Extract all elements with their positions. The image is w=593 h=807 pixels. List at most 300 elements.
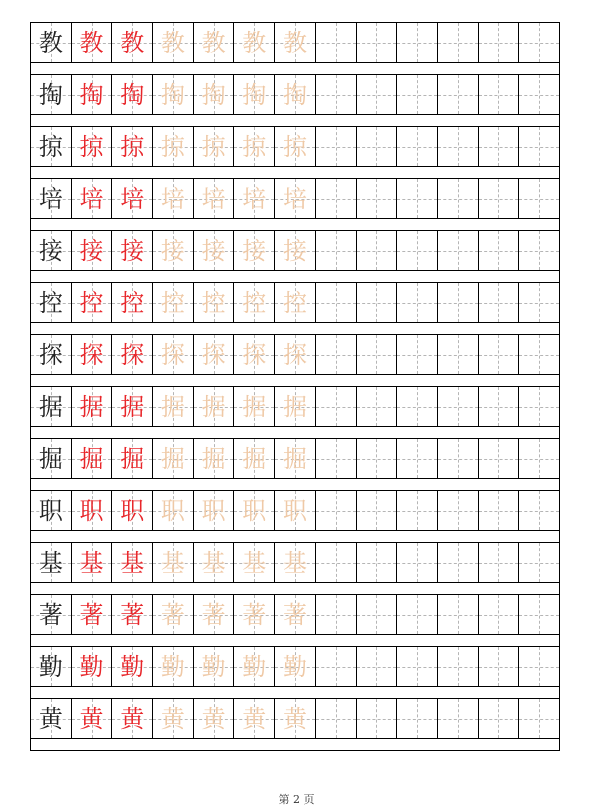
red-copy-cell [72,699,113,738]
empty-practice-cell [438,439,479,478]
empty-practice-cell [519,179,559,218]
empty-practice-cell [519,647,559,686]
trace-character: 掘 [201,444,226,473]
red-copy-cell [112,23,153,62]
red-copy-character: 控 [120,288,145,317]
trace-character-cell [194,439,235,478]
empty-practice-cell [479,179,520,218]
trace-character-cell [275,491,316,530]
practice-row [31,646,559,698]
trace-character: 控 [201,288,226,317]
empty-practice-cell [438,491,479,530]
empty-practice-cell [397,231,438,270]
red-copy-character: 接 [79,236,104,265]
trace-character: 控 [242,288,267,317]
trace-character-cell [194,335,235,374]
trace-character: 勤 [282,652,307,681]
red-copy-character: 勤 [120,652,145,681]
empty-practice-cell [438,75,479,114]
empty-practice-cell [479,75,520,114]
empty-practice-cell [316,283,357,322]
empty-practice-cell [519,75,559,114]
practice-row [31,438,559,490]
trace-character-cell [153,647,194,686]
practice-row [31,334,559,386]
red-copy-character: 控 [79,288,104,317]
trace-character-cell [275,179,316,218]
practice-row [31,126,559,178]
empty-practice-cell [438,335,479,374]
practice-row [31,74,559,126]
empty-practice-cell [397,335,438,374]
model-character-cell [31,75,72,114]
empty-practice-cell [519,231,559,270]
trace-character: 据 [282,392,307,421]
empty-practice-cell [357,439,398,478]
red-copy-character: 掏 [79,80,104,109]
trace-character-cell [234,231,275,270]
empty-practice-cell [519,387,559,426]
red-copy-character: 探 [79,340,104,369]
practice-row [31,230,559,282]
empty-practice-cell [479,699,520,738]
red-copy-cell [72,23,113,62]
trace-character-cell [275,699,316,738]
practice-grid [30,22,560,751]
red-copy-character: 培 [79,184,104,213]
red-copy-cell [72,283,113,322]
model-character-cell [31,543,72,582]
trace-character-cell [234,439,275,478]
red-copy-character: 黄 [120,704,145,733]
trace-character: 掠 [201,132,226,161]
trace-character-cell [234,283,275,322]
empty-practice-cell [479,127,520,166]
trace-character-cell [153,335,194,374]
trace-character-cell [275,595,316,634]
trace-character: 职 [201,496,226,525]
empty-practice-cell [316,23,357,62]
empty-practice-cell [316,127,357,166]
red-copy-character: 据 [120,392,145,421]
empty-practice-cell [519,283,559,322]
empty-practice-cell [438,283,479,322]
red-copy-cell [112,595,153,634]
empty-practice-cell [438,231,479,270]
trace-character-cell [153,231,194,270]
trace-character-cell [234,491,275,530]
empty-practice-cell [519,699,559,738]
red-copy-cell [112,491,153,530]
trace-character: 接 [201,236,226,265]
trace-character: 掘 [282,444,307,473]
model-character-cell [31,283,72,322]
trace-character: 著 [282,600,307,629]
empty-practice-cell [397,647,438,686]
trace-character: 培 [201,184,226,213]
empty-practice-cell [479,647,520,686]
trace-character: 据 [242,392,267,421]
empty-practice-cell [357,387,398,426]
red-copy-cell [112,699,153,738]
model-character: 教 [38,28,63,57]
red-copy-cell [72,75,113,114]
practice-row-cells [31,490,559,531]
red-copy-cell [72,387,113,426]
red-copy-cell [72,439,113,478]
trace-character-cell [275,543,316,582]
model-character: 勤 [38,652,63,681]
trace-character: 教 [282,28,307,57]
empty-practice-cell [316,335,357,374]
row-separator [31,375,559,386]
red-copy-character: 掠 [79,132,104,161]
empty-practice-cell [438,543,479,582]
empty-practice-cell [357,75,398,114]
trace-character: 掠 [282,132,307,161]
red-copy-cell [112,387,153,426]
trace-character-cell [234,543,275,582]
empty-practice-cell [397,543,438,582]
trace-character: 掏 [242,80,267,109]
trace-character: 探 [160,340,185,369]
empty-practice-cell [397,127,438,166]
trace-character-cell [234,699,275,738]
empty-practice-cell [397,387,438,426]
trace-character-cell [275,231,316,270]
trace-character: 培 [160,184,185,213]
trace-character: 著 [160,600,185,629]
trace-character: 接 [242,236,267,265]
trace-character-cell [153,75,194,114]
trace-character: 职 [242,496,267,525]
row-separator [31,219,559,230]
practice-row-cells [31,230,559,271]
model-character: 职 [38,496,63,525]
practice-row-cells [31,178,559,219]
model-character: 掏 [38,80,63,109]
practice-row [31,542,559,594]
red-copy-character: 培 [120,184,145,213]
red-copy-character: 探 [120,340,145,369]
trace-character-cell [275,283,316,322]
red-copy-cell [72,491,113,530]
practice-row [31,386,559,438]
trace-character-cell [234,127,275,166]
red-copy-character: 黄 [79,704,104,733]
trace-character: 黄 [282,704,307,733]
empty-practice-cell [316,439,357,478]
red-copy-character: 职 [79,496,104,525]
empty-practice-cell [397,595,438,634]
practice-row-cells [31,334,559,375]
red-copy-cell [112,231,153,270]
trace-character: 掘 [160,444,185,473]
empty-practice-cell [438,23,479,62]
trace-character-cell [194,595,235,634]
red-copy-cell [112,179,153,218]
empty-practice-cell [316,595,357,634]
practice-row-cells [31,282,559,323]
trace-character: 基 [160,548,185,577]
model-character-cell [31,595,72,634]
red-copy-cell [112,543,153,582]
red-copy-character: 勤 [79,652,104,681]
trace-character-cell [275,335,316,374]
empty-practice-cell [479,23,520,62]
red-copy-cell [112,75,153,114]
red-copy-character: 掏 [120,80,145,109]
empty-practice-cell [519,439,559,478]
practice-row-cells [31,386,559,427]
trace-character: 基 [201,548,226,577]
red-copy-character: 著 [120,600,145,629]
trace-character-cell [153,387,194,426]
empty-practice-cell [519,335,559,374]
empty-practice-cell [316,491,357,530]
trace-character: 探 [201,340,226,369]
red-copy-character: 职 [120,496,145,525]
red-copy-character: 掘 [79,444,104,473]
empty-practice-cell [357,283,398,322]
trace-character-cell [234,595,275,634]
empty-practice-cell [438,179,479,218]
trace-character: 勤 [242,652,267,681]
empty-practice-cell [316,231,357,270]
trace-character: 控 [282,288,307,317]
practice-row [31,490,559,542]
model-character: 黄 [38,704,63,733]
empty-practice-cell [519,595,559,634]
trace-character-cell [275,23,316,62]
trace-character: 勤 [201,652,226,681]
empty-practice-cell [479,595,520,634]
red-copy-character: 教 [79,28,104,57]
model-character: 控 [38,288,63,317]
empty-practice-cell [397,23,438,62]
trace-character-cell [153,439,194,478]
empty-practice-cell [438,699,479,738]
red-copy-cell [72,335,113,374]
trace-character-cell [275,387,316,426]
model-character-cell [31,127,72,166]
trace-character: 掏 [201,80,226,109]
trace-character: 职 [160,496,185,525]
trace-character-cell [234,387,275,426]
trace-character: 基 [242,548,267,577]
trace-character: 黄 [160,704,185,733]
trace-character: 著 [242,600,267,629]
trace-character: 掏 [160,80,185,109]
red-copy-character: 据 [79,392,104,421]
model-character: 据 [38,392,63,421]
red-copy-character: 著 [79,600,104,629]
trace-character-cell [194,491,235,530]
empty-practice-cell [357,543,398,582]
red-copy-cell [72,231,113,270]
trace-character-cell [194,75,235,114]
model-character: 掠 [38,132,63,161]
trace-character: 著 [201,600,226,629]
red-copy-cell [112,335,153,374]
trace-character-cell [194,543,235,582]
trace-character: 培 [282,184,307,213]
trace-character: 探 [282,340,307,369]
trace-character: 掏 [282,80,307,109]
trace-character-cell [275,127,316,166]
trace-character: 教 [201,28,226,57]
trace-character: 探 [242,340,267,369]
red-copy-character: 掠 [120,132,145,161]
red-copy-cell [72,647,113,686]
trace-character: 基 [282,548,307,577]
trace-character-cell [234,335,275,374]
trace-character: 掠 [160,132,185,161]
practice-row-cells [31,646,559,687]
row-separator [31,63,559,74]
row-separator [31,479,559,490]
trace-character: 据 [201,392,226,421]
trace-character: 掘 [242,444,267,473]
red-copy-cell [72,179,113,218]
empty-practice-cell [479,335,520,374]
trace-character-cell [153,491,194,530]
empty-practice-cell [357,231,398,270]
empty-practice-cell [397,699,438,738]
trace-character: 黄 [242,704,267,733]
trace-character: 黄 [201,704,226,733]
practice-row [31,282,559,334]
trace-character: 控 [160,288,185,317]
practice-row-cells [31,438,559,479]
trace-character-cell [194,647,235,686]
model-character-cell [31,231,72,270]
practice-row [31,698,559,750]
empty-practice-cell [479,283,520,322]
row-separator [31,427,559,438]
empty-practice-cell [438,387,479,426]
empty-practice-cell [316,543,357,582]
trace-character: 职 [282,496,307,525]
empty-practice-cell [357,699,398,738]
model-character-cell [31,699,72,738]
red-copy-cell [112,127,153,166]
model-character-cell [31,179,72,218]
empty-practice-cell [357,595,398,634]
row-separator [31,635,559,646]
row-separator [31,531,559,542]
model-character: 培 [38,184,63,213]
practice-row [31,178,559,230]
trace-character-cell [153,283,194,322]
empty-practice-cell [357,335,398,374]
empty-practice-cell [438,595,479,634]
empty-practice-cell [397,491,438,530]
trace-character: 接 [282,236,307,265]
empty-practice-cell [357,647,398,686]
row-separator [31,167,559,178]
trace-character: 接 [160,236,185,265]
trace-character: 教 [242,28,267,57]
red-copy-character: 掘 [120,444,145,473]
trace-character-cell [234,647,275,686]
empty-practice-cell [519,23,559,62]
trace-character: 勤 [160,652,185,681]
model-character-cell [31,439,72,478]
empty-practice-cell [357,179,398,218]
practice-row-cells [31,594,559,635]
trace-character-cell [194,127,235,166]
empty-practice-cell [397,179,438,218]
row-separator [31,271,559,282]
empty-practice-cell [438,127,479,166]
trace-character-cell [234,75,275,114]
model-character-cell [31,387,72,426]
model-character-cell [31,491,72,530]
empty-practice-cell [479,491,520,530]
empty-practice-cell [316,699,357,738]
trace-character-cell [194,231,235,270]
practice-row-cells [31,698,559,739]
row-separator [31,583,559,594]
trace-character-cell [275,647,316,686]
trace-character-cell [153,699,194,738]
empty-practice-cell [357,127,398,166]
red-copy-cell [72,595,113,634]
trace-character-cell [153,595,194,634]
empty-practice-cell [316,179,357,218]
empty-practice-cell [397,75,438,114]
red-copy-cell [72,127,113,166]
empty-practice-cell [397,439,438,478]
trace-character-cell [153,23,194,62]
row-separator [31,739,559,750]
practice-row-cells [31,542,559,583]
empty-practice-cell [316,387,357,426]
empty-practice-cell [479,543,520,582]
red-copy-cell [112,283,153,322]
model-character: 基 [38,548,63,577]
trace-character-cell [194,283,235,322]
empty-practice-cell [479,439,520,478]
row-separator [31,687,559,698]
model-character: 掘 [38,444,63,473]
empty-practice-cell [397,283,438,322]
red-copy-character: 接 [120,236,145,265]
trace-character: 据 [160,392,185,421]
practice-row [31,594,559,646]
empty-practice-cell [357,23,398,62]
practice-row-cells [31,22,559,63]
practice-row-cells [31,74,559,115]
trace-character-cell [194,23,235,62]
model-character: 接 [38,236,63,265]
empty-practice-cell [316,647,357,686]
empty-practice-cell [519,127,559,166]
trace-character-cell [234,23,275,62]
trace-character: 掠 [242,132,267,161]
practice-row-cells [31,126,559,167]
red-copy-cell [112,647,153,686]
empty-practice-cell [479,387,520,426]
trace-character-cell [234,179,275,218]
model-character: 著 [38,600,63,629]
empty-practice-cell [519,491,559,530]
trace-character: 教 [160,28,185,57]
trace-character-cell [153,543,194,582]
empty-practice-cell [438,647,479,686]
red-copy-character: 基 [120,548,145,577]
